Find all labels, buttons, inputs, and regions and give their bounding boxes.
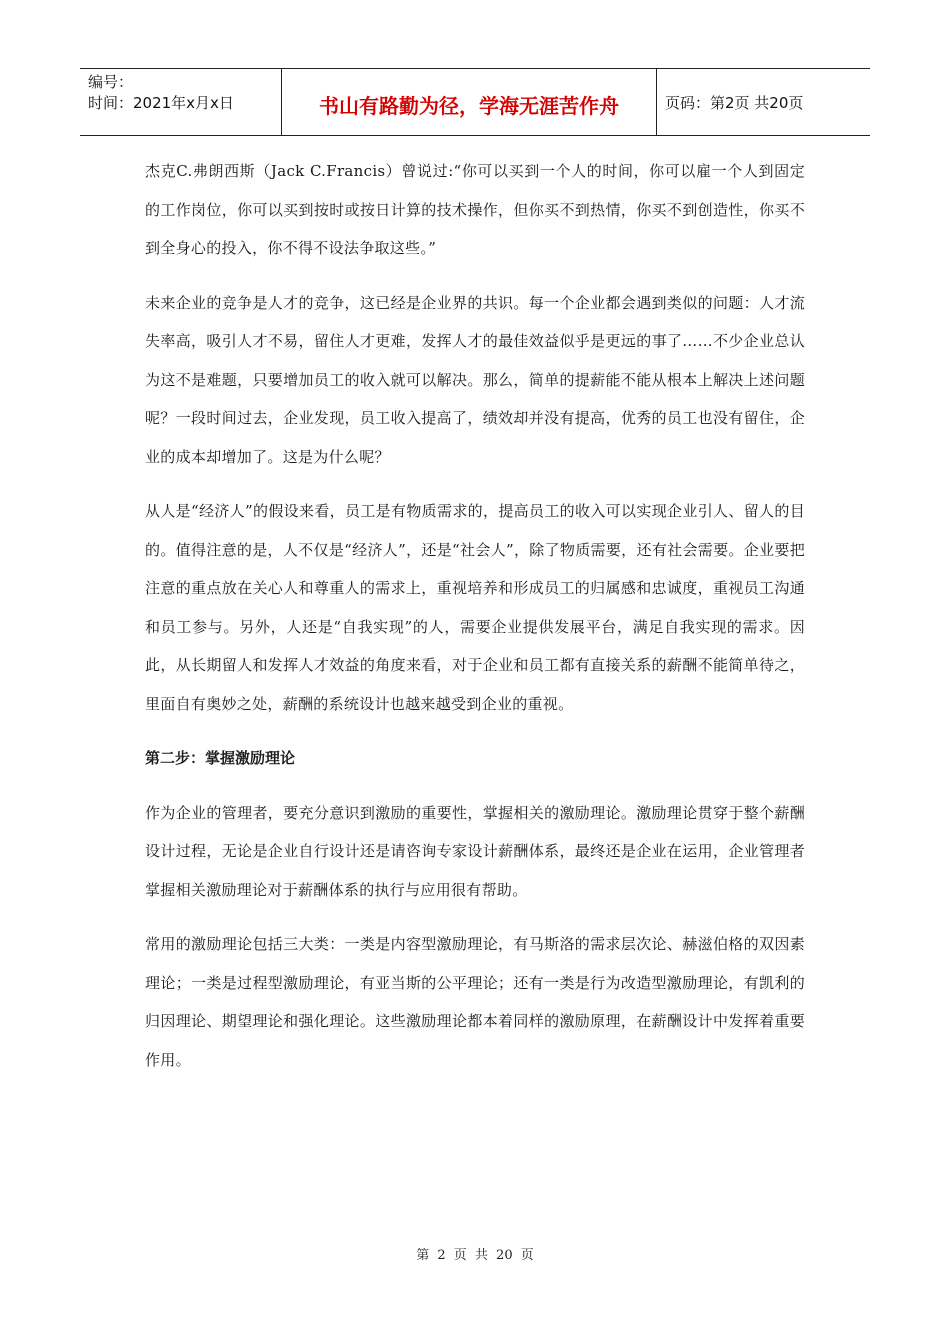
section-heading: 第二步：掌握激励理论 [145,749,296,767]
page-footer: 第 2 页 共 20 页 [416,1248,534,1263]
page-header [80,68,870,136]
header-motto: 书山有路勤为径，学海无涯苦作舟 [281,69,657,135]
document-date-label: 时间：2021年x月x日 [88,94,234,112]
paragraph-incentive-importance: 作为企业的管理者，要充分意识到激励的重要性，掌握相关的激励理论。激励理论贯穿于整个薪酬设计过程，无论是企业自行设计还是请咨询专家设计薪酬体系，最终还是企业在运用，企业管理者掌握相关激励理论对于薪酬体系的执行与应用很有帮助。 [145,803,805,899]
paragraph-talent-competition: 未来企业的竞争是人才的竞争，这已经是企业界的共识。每一个企业都会遇到类似的问题：人才流失率高，吸引人才不易，留住人才更难，发挥人才的最佳效益似乎是更远的事了……不少企业总认为这不是难题，只要增加员工的收入就可以解决。那么，简单的提薪能不能从根本上解决上述问题呢？一段时间过去，企业发现，员工收入提高了，绩效却并没有提高，优秀的员工也没有留住，企业的成本却增加了。这是为什么呢？ [145,293,805,466]
document-body [145,152,805,1079]
document-number-label: 编号： [88,73,134,91]
paragraph-incentive-theories: 常用的激励理论包括三大类：一类是内容型激励理论，有马斯洛的需求层次论、赫滋伯格的双因素理论；一类是过程型激励理论，有亚当斯的公平理论；还有一类是行为改造型激励理论，有凯利的归因理论、期望理论和强化理论。这些激励理论都本着同样的激励原理，在薪酬设计中发挥着重要作用。 [145,935,805,1069]
paragraph-economic-man: 从人是“经济人”的假设来看，员工是有物质需求的，提高员工的收入可以实现企业引人、留人的目的。值得注意的是，人不仅是“经济人”，还是“社会人”，除了物质需要，还有社会需要。企业要把注意的重点放在关心人和尊重人的需求上，重视培养和形成员工的归属感和忠诚度，重视员工沟通和员工参与。另外，人还是“自我实现”的人，需要企业提供发展平台，满足自我实现的需求。因此，从长期留人和发挥人才效益的角度来看，对于企业和员工都有直接关系的薪酬不能简单待之，里面自有奥妙之处，薪酬的系统设计也越来越受到企业的重视。 [145,502,805,713]
header-meta [80,69,281,135]
paragraph-quote: 杰克C.弗朗西斯（Jack C.Francis）曾说过:“你可以买到一个人的时间，你可以雇一个人到固定的工作岗位，你可以买到按时或按日计算的技术操作，但你买不到热情，你买不到创造性，你买不到全身心的投入，你不得不设法争取这些。” [145,162,805,257]
header-page-number: 页码：第2页 共20页 [665,93,804,112]
